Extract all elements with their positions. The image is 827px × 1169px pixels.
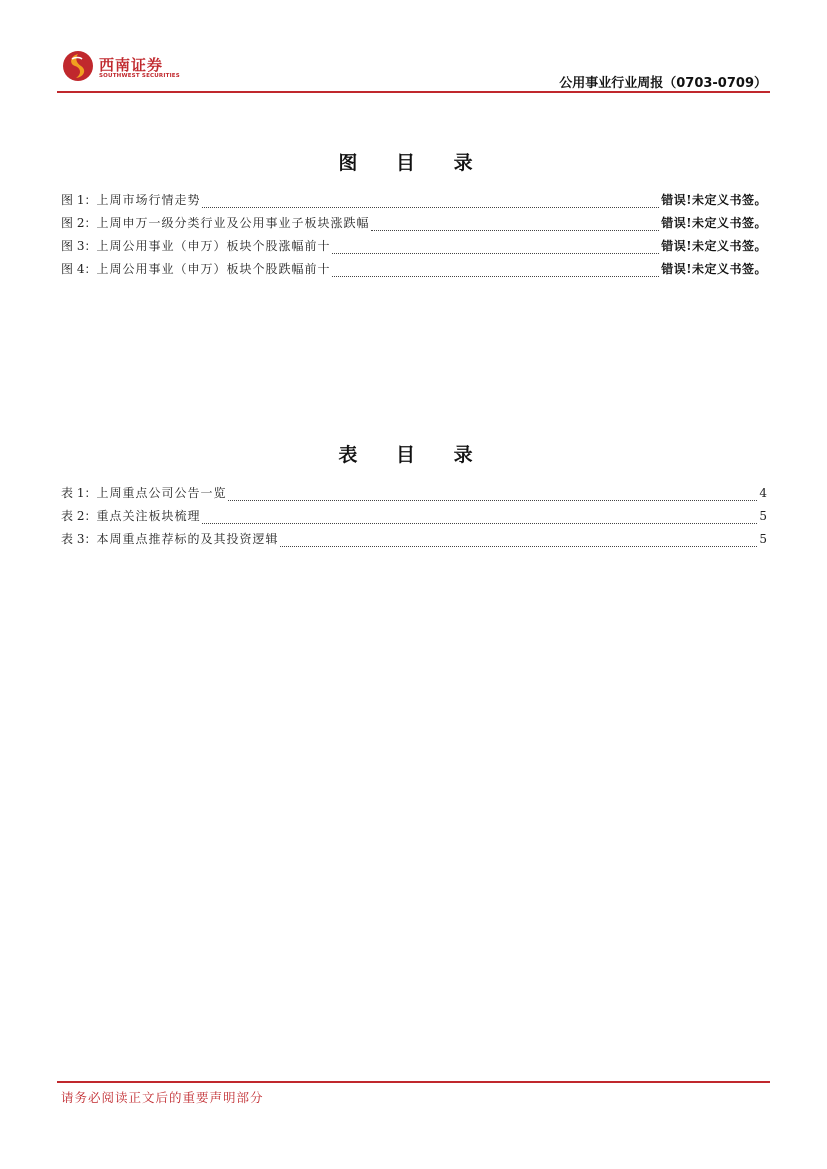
toc-entry-text: 上周市场行情走势 bbox=[96, 193, 201, 207]
toc-entry[interactable] bbox=[61, 530, 767, 553]
toc-entry-label: 图 2： bbox=[61, 216, 97, 230]
footer-divider bbox=[57, 1081, 770, 1083]
tables-toc-title: 表 目 录 bbox=[338, 444, 489, 466]
toc-leader-dots bbox=[228, 499, 757, 501]
toc-entry-label: 图 1： bbox=[61, 193, 97, 207]
toc-leader-dots bbox=[332, 252, 659, 254]
toc-entry-text: 上周重点公司公告一览 bbox=[96, 486, 227, 500]
toc-entry[interactable] bbox=[61, 484, 767, 507]
toc-entry-page: 5 bbox=[759, 509, 767, 523]
toc-entry-label: 图 4： bbox=[61, 262, 97, 276]
toc-entry-label: 表 3： bbox=[61, 532, 97, 546]
toc-leader-dots bbox=[371, 229, 659, 231]
toc-entry-label: 表 2： bbox=[61, 509, 97, 523]
toc-leader-dots bbox=[202, 206, 659, 208]
toc-entry-text: 上周申万一级分类行业及公用事业子板块涨跌幅 bbox=[96, 216, 370, 230]
header-divider bbox=[57, 91, 770, 93]
toc-entry-text: 本周重点推荐标的及其投资逻辑 bbox=[96, 532, 279, 546]
toc-entry[interactable] bbox=[61, 237, 767, 260]
toc-entry-page: 错误!未定义书签。 bbox=[661, 239, 767, 253]
toc-leader-dots bbox=[280, 545, 757, 547]
toc-entry-label: 表 1： bbox=[61, 486, 97, 500]
report-title: 公用事业行业周报（0703-0709） bbox=[559, 76, 767, 91]
toc-entry-page: 错误!未定义书签。 bbox=[661, 216, 767, 230]
toc-entry-page: 错误!未定义书签。 bbox=[661, 262, 767, 276]
toc-entry-label: 图 3： bbox=[61, 239, 97, 253]
toc-entry-page: 错误!未定义书签。 bbox=[661, 193, 767, 207]
toc-entry[interactable] bbox=[61, 214, 767, 237]
logo-emblem-icon bbox=[62, 50, 94, 82]
logo-chinese-name: 西南证券 bbox=[99, 56, 164, 74]
toc-entry-text: 重点关注板块梳理 bbox=[96, 509, 201, 523]
tables-toc-list bbox=[61, 484, 767, 553]
toc-entry-page: 4 bbox=[759, 486, 767, 500]
figures-toc-title: 图 目 录 bbox=[338, 152, 489, 174]
page-header bbox=[0, 0, 827, 95]
toc-entry-page: 5 bbox=[759, 532, 767, 546]
toc-entry[interactable] bbox=[61, 507, 767, 530]
toc-entry-text: 上周公用事业（申万）板块个股涨幅前十 bbox=[96, 239, 331, 253]
figures-toc-list bbox=[61, 191, 767, 283]
toc-leader-dots bbox=[332, 275, 659, 277]
toc-entry[interactable] bbox=[61, 191, 767, 214]
footer-disclaimer: 请务必阅读正文后的重要声明部分 bbox=[61, 1090, 264, 1105]
toc-entry-text: 上周公用事业（申万）板块个股跌幅前十 bbox=[96, 262, 331, 276]
toc-leader-dots bbox=[202, 522, 757, 524]
company-logo bbox=[62, 50, 182, 84]
logo-english-name: SOUTHWEST SECURITIES bbox=[99, 73, 180, 79]
toc-entry[interactable] bbox=[61, 260, 767, 283]
